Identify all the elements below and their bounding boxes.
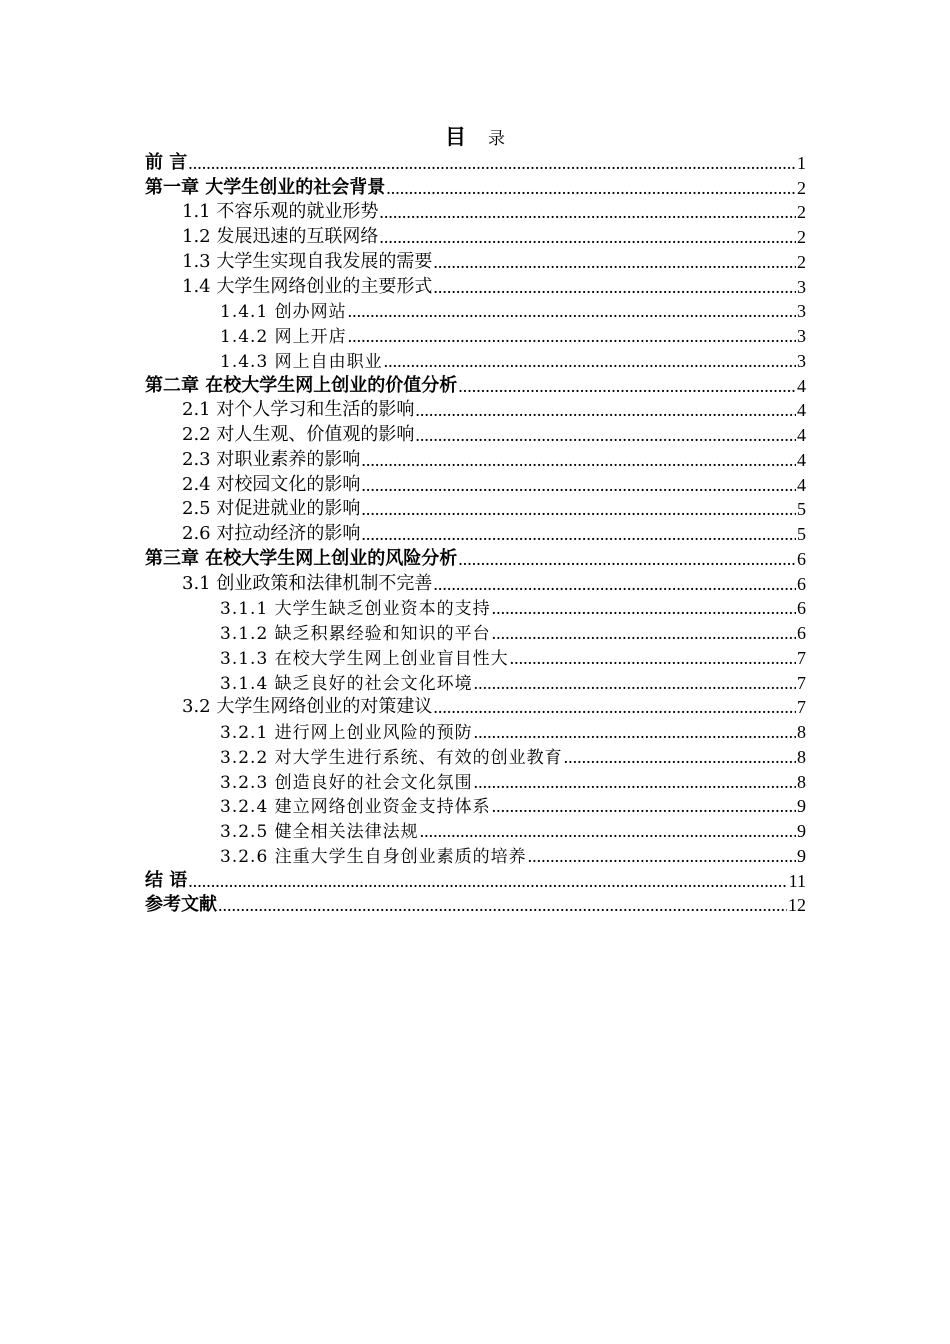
toc-entry-label: 1.4.1 创办网站 — [220, 302, 347, 323]
toc-entry-1-4-3[interactable] — [145, 347, 806, 372]
toc-page-number: 2 — [797, 227, 806, 247]
toc-entry-label: 前 言 — [145, 151, 188, 173]
toc-entry-label: 2.2 对人生观、价值观的影响 — [182, 424, 415, 445]
toc-leader-dots — [348, 326, 796, 347]
toc-page-number: 3 — [797, 301, 806, 322]
toc-leader-dots — [348, 301, 796, 322]
toc-entry-label: 1.3 大学生实现自我发展的需要 — [182, 250, 433, 272]
toc-entry-references[interactable] — [145, 892, 806, 917]
toc-leader-dots — [415, 400, 796, 421]
toc-entry-2-4[interactable] — [145, 471, 806, 496]
toc-page-number: 9 — [797, 796, 806, 817]
toc-leader-dots — [420, 821, 796, 842]
toc-entry-label: 1.4.2 网上开店 — [220, 327, 347, 347]
toc-leader-dots — [528, 846, 796, 867]
toc-leader-dots — [188, 153, 796, 174]
toc-leader-dots — [361, 450, 796, 471]
toc-page-number: 4 — [797, 400, 806, 421]
toc-entry-3-1-3[interactable] — [145, 644, 806, 669]
toc-page-number: 7 — [797, 647, 806, 668]
toc-entry-label: 参考文献 — [145, 894, 217, 916]
toc-page-number: 5 — [797, 499, 806, 520]
toc-entry-1-4-2[interactable] — [145, 322, 806, 347]
toc-page-number: 4 — [797, 375, 806, 396]
toc-entry-3-2-1[interactable] — [145, 718, 806, 743]
toc-entry-3-1-2[interactable] — [145, 619, 806, 644]
toc-entry-1-1[interactable] — [145, 199, 806, 224]
toc-entry-conclusion[interactable] — [145, 867, 806, 892]
toc-entry-label: 第一章 大学生创业的社会背景 — [145, 176, 386, 198]
toc-entry-chapter-2[interactable] — [145, 372, 806, 397]
toc-entry-label: 1.4 大学生网络创业的主要形式 — [182, 275, 433, 297]
toc-leader-dots — [492, 623, 796, 644]
toc-entry-label: 第三章 在校大学生网上创业的风险分析 — [145, 547, 458, 569]
toc-leader-dots — [361, 524, 796, 545]
toc-entry-preface[interactable] — [145, 149, 806, 174]
toc-leader-dots — [458, 376, 796, 397]
toc-leader-dots — [474, 772, 796, 793]
toc-entry-chapter-1[interactable] — [145, 174, 806, 199]
toc-entry-label: 第二章 在校大学生网上创业的价值分析 — [145, 374, 458, 396]
toc-entry-3-2-3[interactable] — [145, 768, 806, 793]
toc-entry-3-2-5[interactable] — [145, 817, 806, 842]
toc-entry-label: 1.4.3 网上自由职业 — [220, 351, 383, 372]
toc-entry-3-1-1[interactable] — [145, 595, 806, 620]
toc-entry-label: 2.3 对职业素养的影响 — [182, 448, 361, 470]
toc-leader-dots — [492, 598, 796, 619]
toc-page-number: 4 — [797, 474, 806, 495]
toc-leader-dots — [218, 895, 787, 916]
toc-page-number: 3 — [797, 276, 806, 297]
toc-entry-1-4-1[interactable] — [145, 298, 806, 323]
toc-leader-dots — [474, 722, 796, 743]
toc-entry-label: 3.1.3 在校大学生网上创业盲目性大 — [220, 648, 509, 669]
toc-entry-label: 3.1.2 缺乏积累经验和知识的平台 — [220, 624, 491, 644]
toc-entry-label: 结 语 — [145, 869, 188, 891]
toc-page-number: 2 — [797, 202, 806, 223]
toc-leader-dots — [361, 499, 796, 520]
toc-entry-label: 3.2.5 健全相关法律法规 — [220, 822, 419, 842]
toc-entry-label: 1.1 不容乐观的就业形势 — [182, 201, 379, 223]
toc-entry-2-6[interactable] — [145, 520, 806, 545]
toc-leader-dots — [384, 351, 796, 372]
toc-page-number: 2 — [797, 251, 806, 272]
toc-page-number: 7 — [797, 697, 806, 718]
toc-page-number: 9 — [797, 845, 806, 866]
toc-entry-2-5[interactable] — [145, 496, 806, 521]
toc-entry-1-2[interactable] — [145, 223, 806, 248]
toc-entry-label: 3.1.4 缺乏良好的社会文化环境 — [220, 673, 473, 694]
toc-entry-label: 2.6 对拉动经济的影响 — [182, 523, 361, 544]
toc-leader-dots — [433, 277, 796, 298]
toc-page-number: 5 — [797, 524, 806, 544]
toc-entry-label: 2.4 对校园文化的影响 — [182, 473, 361, 495]
toc-leader-dots — [433, 252, 796, 273]
toc-leader-dots — [386, 178, 796, 199]
toc-leader-dots — [361, 475, 796, 496]
toc-leader-dots — [415, 425, 796, 446]
toc-entry-2-3[interactable] — [145, 446, 806, 471]
toc-page-number: 4 — [797, 425, 806, 445]
toc-page-number: 1 — [797, 152, 806, 173]
toc-entry-label: 1.2 发展迅速的互联网络 — [182, 226, 379, 247]
toc-leader-dots — [510, 648, 796, 669]
toc-page-number: 8 — [797, 722, 806, 742]
toc-page-number: 3 — [797, 350, 806, 371]
toc-page-number: 6 — [797, 548, 806, 569]
toc-title-main: 目 — [445, 125, 466, 149]
toc-title-sub: 录 — [488, 129, 505, 149]
toc-page-number: 12 — [788, 895, 806, 916]
toc-leader-dots — [474, 673, 796, 694]
toc-entry-chapter-3[interactable] — [145, 545, 806, 570]
toc-entry-3-2-4[interactable] — [145, 793, 806, 818]
toc-leader-dots — [492, 796, 796, 817]
toc-entry-label: 3.2.6 注重大学生自身创业素质的培养 — [220, 846, 527, 867]
toc-entry-label: 3.1 创业政策和法律机制不完善 — [182, 572, 433, 594]
toc-page-number: 6 — [797, 573, 806, 594]
toc-entry-2-2[interactable] — [145, 421, 806, 446]
toc-page-number: 11 — [788, 870, 806, 891]
toc-entry-label: 3.2 大学生网络创业的对策建议 — [182, 696, 433, 718]
toc-entry-3-2[interactable] — [145, 694, 806, 719]
toc-page-number: 3 — [797, 326, 806, 346]
toc-page-number: 6 — [797, 623, 806, 643]
toc-list — [145, 149, 806, 916]
toc-page-number: 2 — [797, 177, 806, 198]
toc-entry-label: 2.5 对促进就业的影响 — [182, 498, 361, 520]
toc-leader-dots — [433, 697, 796, 718]
toc-page-number: 6 — [797, 598, 806, 619]
toc-entry-2-1[interactable] — [145, 397, 806, 422]
toc-entry-label: 2.1 对个人学习和生活的影响 — [182, 399, 415, 421]
toc-leader-dots — [188, 871, 787, 892]
toc-entry-3-1-4[interactable] — [145, 669, 806, 694]
toc-page-number: 4 — [797, 449, 806, 470]
toc-entry-1-3[interactable] — [145, 248, 806, 273]
toc-entry-3-2-6[interactable] — [145, 842, 806, 867]
toc-entry-1-4[interactable] — [145, 273, 806, 298]
toc-entry-label: 3.2.2 对大学生进行系统、有效的创业教育 — [220, 747, 563, 768]
toc-entry-label: 3.2.4 建立网络创业资金支持体系 — [220, 797, 491, 818]
toc-entry-label: 3.2.1 进行网上创业风险的预防 — [220, 723, 473, 743]
toc-page-number: 7 — [797, 672, 806, 693]
toc-entry-label: 3.1.1 大学生缺乏创业资本的支持 — [220, 599, 491, 620]
toc-leader-dots — [379, 227, 796, 248]
toc-leader-dots — [379, 202, 796, 223]
toc-page-number: 9 — [797, 821, 806, 841]
toc-page-number: 8 — [797, 746, 806, 767]
toc-entry-3-1[interactable] — [145, 570, 806, 595]
toc-entry-label: 3.2.3 创造良好的社会文化氛围 — [220, 772, 473, 793]
toc-entry-3-2-2[interactable] — [145, 743, 806, 768]
toc-leader-dots — [433, 574, 796, 595]
toc-page-number: 8 — [797, 771, 806, 792]
toc-leader-dots — [564, 747, 796, 768]
toc-title — [0, 124, 950, 152]
toc-leader-dots — [458, 549, 796, 570]
